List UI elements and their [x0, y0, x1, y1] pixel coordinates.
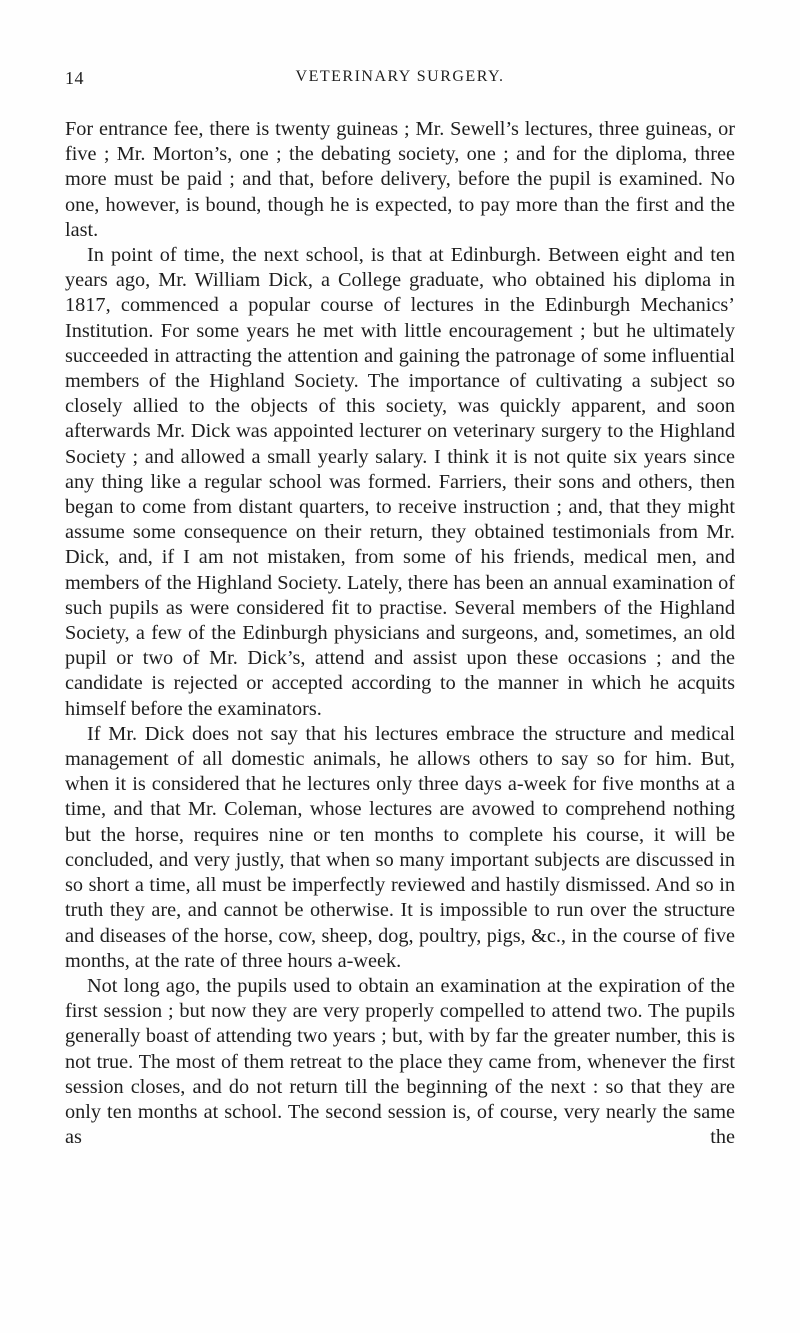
paragraph-sessions: Not long ago, the pupils used to obtain an examination at the expiration of the first session ; but now they are very properly compelled to attend two. The pupils generally boast of attending two years ; but, with by far the greater number, this is not true. The most of them retreat to the place they came from, whenever the first session closes, and do not return till the beginning of the next : so that they are only ten months at school. The second session is, of course, very nearly the same as the	[65, 974, 735, 1149]
body-text	[65, 117, 735, 1150]
page-header	[65, 68, 735, 94]
running-title: VETERINARY SURGERY.	[295, 68, 505, 85]
paragraph-fees: For entrance fee, there is twenty guineas ; Mr. Sewell’s lectures, three guineas, or five ; Mr. Morton’s, one ; the debating society, one ; and for the diploma, three more must be paid ; and that, before delivery, before the pupil is examined. No one, however, is bound, though he is expected, to pay more than the first and the last.	[65, 118, 735, 241]
paragraph-edinburgh-school: In point of time, the next school, is that at Edinburgh. Between eight and ten years ago, Mr. William Dick, a College graduate, who obtained his diploma in 1817, commenced a popular course of lectures in the Edinburgh Mechanics’ Institution. For some years he met with little encouragement ; but he ultimately succeeded in attracting the attention and gaining the patronage of some influential members of the Highland Society. The importance of cultivating a subject so closely allied to the objects of this society, was quickly apparent, and soon afterwards Mr. Dick was appointed lecturer on veterinary surgery to the Highland Society ; and allowed a small yearly salary. I think it is not quite six years since any thing like a regular school was formed. Farriers, their sons and others, then began to come from distant quarters, to receive instruction ; and, that they might assume some consequence on their return, they obtained testimonials from Mr. Dick, and, if I am not mistaken, from some of his friends, medical men, and members of the Highland Society. Lately, there has been an annual examination of such pupils as were considered fit to practise. Several members of the Highland Society, a few of the Edinburgh physicians and surgeons, and, sometimes, an old pupil or two of Mr. Dick’s, attend and assist upon these occasions ; and the candidate is rejected or accepted according to the manner in which he acquits himself before the examinators.	[65, 244, 735, 720]
page-number: 14	[65, 68, 84, 88]
paragraph-lectures: If Mr. Dick does not say that his lectures embrace the structure and medical management of all domestic animals, he allows others to say so for him. But, when it is considered that he lectures only three days a-week for five months at a time, and that Mr. Coleman, whose lectures are avowed to comprehend nothing but the horse, requires nine or ten months to complete his course, it will be concluded, and very justly, that when so many important subjects are discussed in so short a time, all must be imperfectly reviewed and hastily dismissed. And so in truth they are, and cannot be otherwise. It is impossible to run over the structure and diseases of the horse, cow, sheep, dog, poultry, pigs, &c., in the course of five months, at the rate of three hours a-week.	[65, 722, 735, 972]
